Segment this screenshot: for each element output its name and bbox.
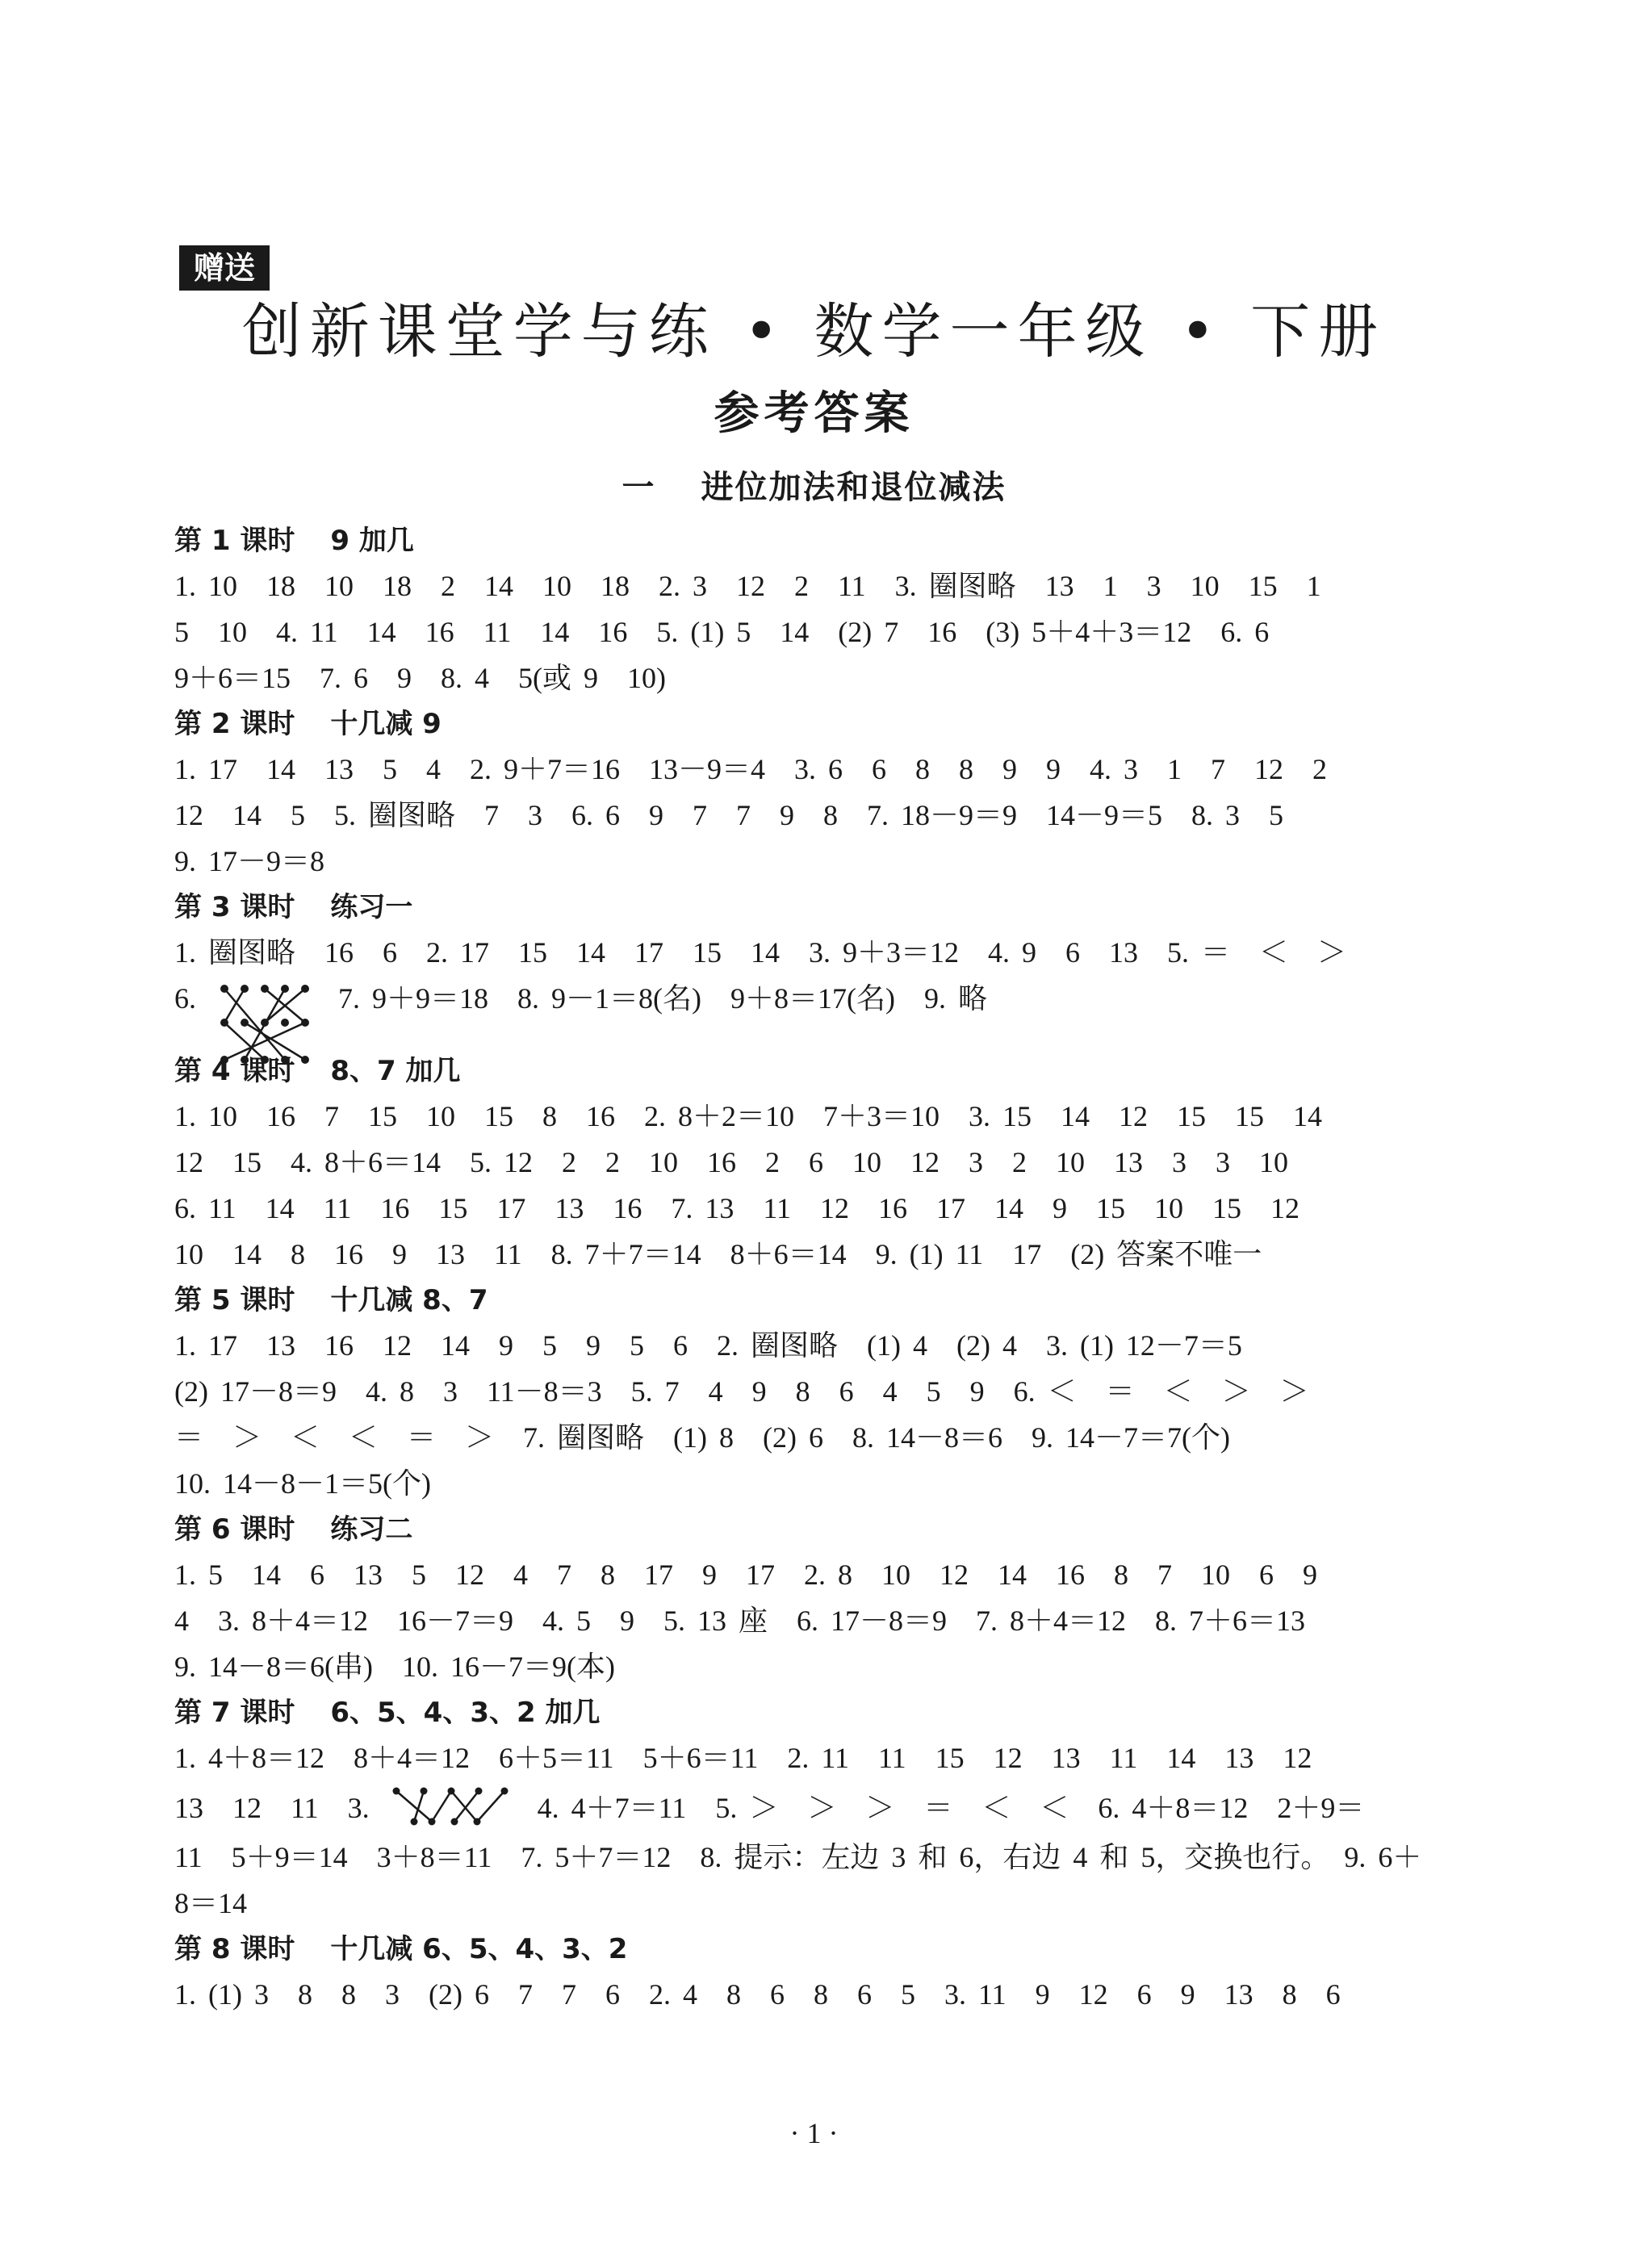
lesson-topic: 十几减 8、7 xyxy=(330,1284,488,1316)
answer-line: 9. 14－8＝6(串) 10. 16－7＝9(本) xyxy=(174,1651,615,1683)
answer-line: 10. 14－8－1＝5(个) xyxy=(174,1467,431,1500)
lesson-heading xyxy=(174,701,1417,747)
answer-line: 4 3. 8＋4＝12 16－7＝9 4. 5 9 5. 13 座 6. 17－8＝9 7. 8＋4＝12 8. 7＋6＝13 xyxy=(174,1605,1306,1637)
lesson-heading xyxy=(174,1507,1417,1552)
answer-line: 5 10 4. 11 14 16 11 14 16 5. (1) 5 14 (2) 7 16 (3) 5＋4＋3＝12 6. 6 xyxy=(174,616,1270,648)
lesson-number: 第 1 课时 xyxy=(174,525,295,557)
answer-line: 8＝14 xyxy=(174,1887,248,1919)
lesson-number: 第 2 课时 xyxy=(174,708,295,740)
lesson-topic: 8、7 加几 xyxy=(330,1055,461,1087)
lesson-number: 第 6 课时 xyxy=(174,1513,295,1546)
answer-line: 12 14 5 5. 圈图略 7 3 6. 6 9 7 7 9 8 7. 18－9＝9 14－9＝5 8. 3 5 xyxy=(174,799,1284,831)
answer-line: 10 14 8 16 9 13 11 8. 7＋7＝14 8＋6＝14 9. (1) 11 17 (2) 答案不唯一 xyxy=(174,1238,1262,1270)
answer-text: 4. 4＋7＝11 5. ＞ ＞ ＞ ＝ ＜ ＜ 6. 4＋8＝12 2＋9＝ xyxy=(537,1792,1365,1824)
answer-line: 1. 圈图略 16 6 2. 17 15 14 17 15 14 3. 9＋3＝12 4. 9 6 13 5. ＝ ＜ ＞ xyxy=(174,936,1347,969)
lesson-number: 第 5 课时 xyxy=(174,1284,295,1316)
answer-line: 6. 11 14 11 16 15 17 13 16 7. 13 11 12 16 17 14 9 15 10 15 12 xyxy=(174,1192,1299,1224)
answer-line-with-diagram xyxy=(174,1781,1417,1835)
lesson-heading xyxy=(174,1690,1417,1735)
book-title: 创新课堂学与练 • 数学一年级 • 下册 xyxy=(241,297,1387,366)
answer-line: 1. 17 14 13 5 4 2. 9＋7＝16 13－9＝4 3. 6 6 8 8 9 9 4. 3 1 7 12 2 xyxy=(174,753,1328,785)
answer-line: 9＋6＝15 7. 6 9 8. 4 5(或 9 10) xyxy=(174,662,666,694)
answer-line: 1. 5 14 6 13 5 12 4 7 8 17 9 17 2. 8 10 12 14 16 8 7 10 6 9 xyxy=(174,1559,1317,1591)
lesson-topic: 6、5、4、3、2 加几 xyxy=(330,1697,601,1729)
answer-content xyxy=(174,518,1422,2018)
lesson-heading xyxy=(174,1927,1417,1972)
answer-line: 1. 4＋8＝12 8＋4＝12 6＋5＝11 5＋6＝11 2. 11 11 15 12 13 11 14 13 12 xyxy=(174,1742,1312,1774)
lesson-heading xyxy=(174,885,1417,930)
lesson-topic: 9 加几 xyxy=(330,525,414,557)
answer-line: 11 5＋9＝14 3＋8＝11 7. 5＋7＝12 8. 提示：左边 3 和 6，右边 4 和 5，交换也行。 9. 6＋ xyxy=(174,1841,1422,1873)
lesson-topic: 练习一 xyxy=(330,891,413,923)
answer-line-with-diagram xyxy=(174,976,1417,1048)
answer-line: (2) 17－8＝9 4. 8 3 11－8＝3 5. 7 4 9 8 6 4 5 9 6. ＜ ＝ ＜ ＞ ＞ xyxy=(174,1375,1309,1408)
answer-line: 1. 17 13 16 12 14 9 5 9 5 6 2. 圈图略 (1) 4 (2) 4 3. (1) 12－7＝5 xyxy=(174,1329,1242,1362)
lesson-number: 第 4 课时 xyxy=(174,1055,295,1087)
answer-line: 9. 17－9＝8 xyxy=(174,845,325,877)
lesson-topic: 练习二 xyxy=(330,1513,413,1546)
lesson-topic: 十几减 6、5、4、3、2 xyxy=(330,1933,628,1965)
lesson-heading xyxy=(174,518,1417,563)
matching-lines-diagram xyxy=(390,1785,511,1828)
question-number: 6. xyxy=(174,982,196,1015)
lesson-heading xyxy=(174,1048,1417,1094)
answer-line: ＝ ＞ ＜ ＜ ＝ ＞ 7. 圈图略 (1) 8 (2) 6 8. 14－8＝6 9. 14－7＝7(个) xyxy=(174,1421,1230,1454)
lesson-topic: 十几减 9 xyxy=(330,708,442,740)
page-number: · 1 · xyxy=(789,2117,839,2149)
lesson-number: 第 3 课时 xyxy=(174,891,295,923)
answer-text: 13 12 11 3. xyxy=(174,1792,370,1824)
unit-name: 进位加法和退位减法 xyxy=(701,469,1007,506)
answer-line: 1. 10 18 10 18 2 14 10 18 2. 3 12 2 11 3. 圈图略 13 1 3 10 15 1 xyxy=(174,570,1321,602)
lesson-number: 第 7 课时 xyxy=(174,1697,295,1729)
unit-title xyxy=(0,462,1628,508)
answer-line: 1. 10 16 7 15 10 15 8 16 2. 8＋2＝10 7＋3＝10 3. 15 14 12 15 15 14 xyxy=(174,1100,1322,1132)
gift-badge: 赠送 xyxy=(179,245,270,291)
lesson-number: 第 8 课时 xyxy=(174,1933,295,1965)
answer-text: 7. 9＋9＝18 8. 9－1＝8(名) 9＋8＝17(名) 9. 略 xyxy=(338,982,987,1015)
unit-number: 一 xyxy=(621,469,656,506)
answer-line: 1. (1) 3 8 8 3 (2) 6 7 7 6 2. 4 8 6 8 6 5 3. 11 9 12 6 9 13 8 6 xyxy=(174,1978,1341,2011)
answer-line: 12 15 4. 8＋6＝14 5. 12 2 2 10 16 2 6 10 12 3 2 10 13 3 3 10 xyxy=(174,1146,1289,1178)
lesson-heading xyxy=(174,1278,1417,1323)
answers-title: 参考答案 xyxy=(714,387,914,440)
